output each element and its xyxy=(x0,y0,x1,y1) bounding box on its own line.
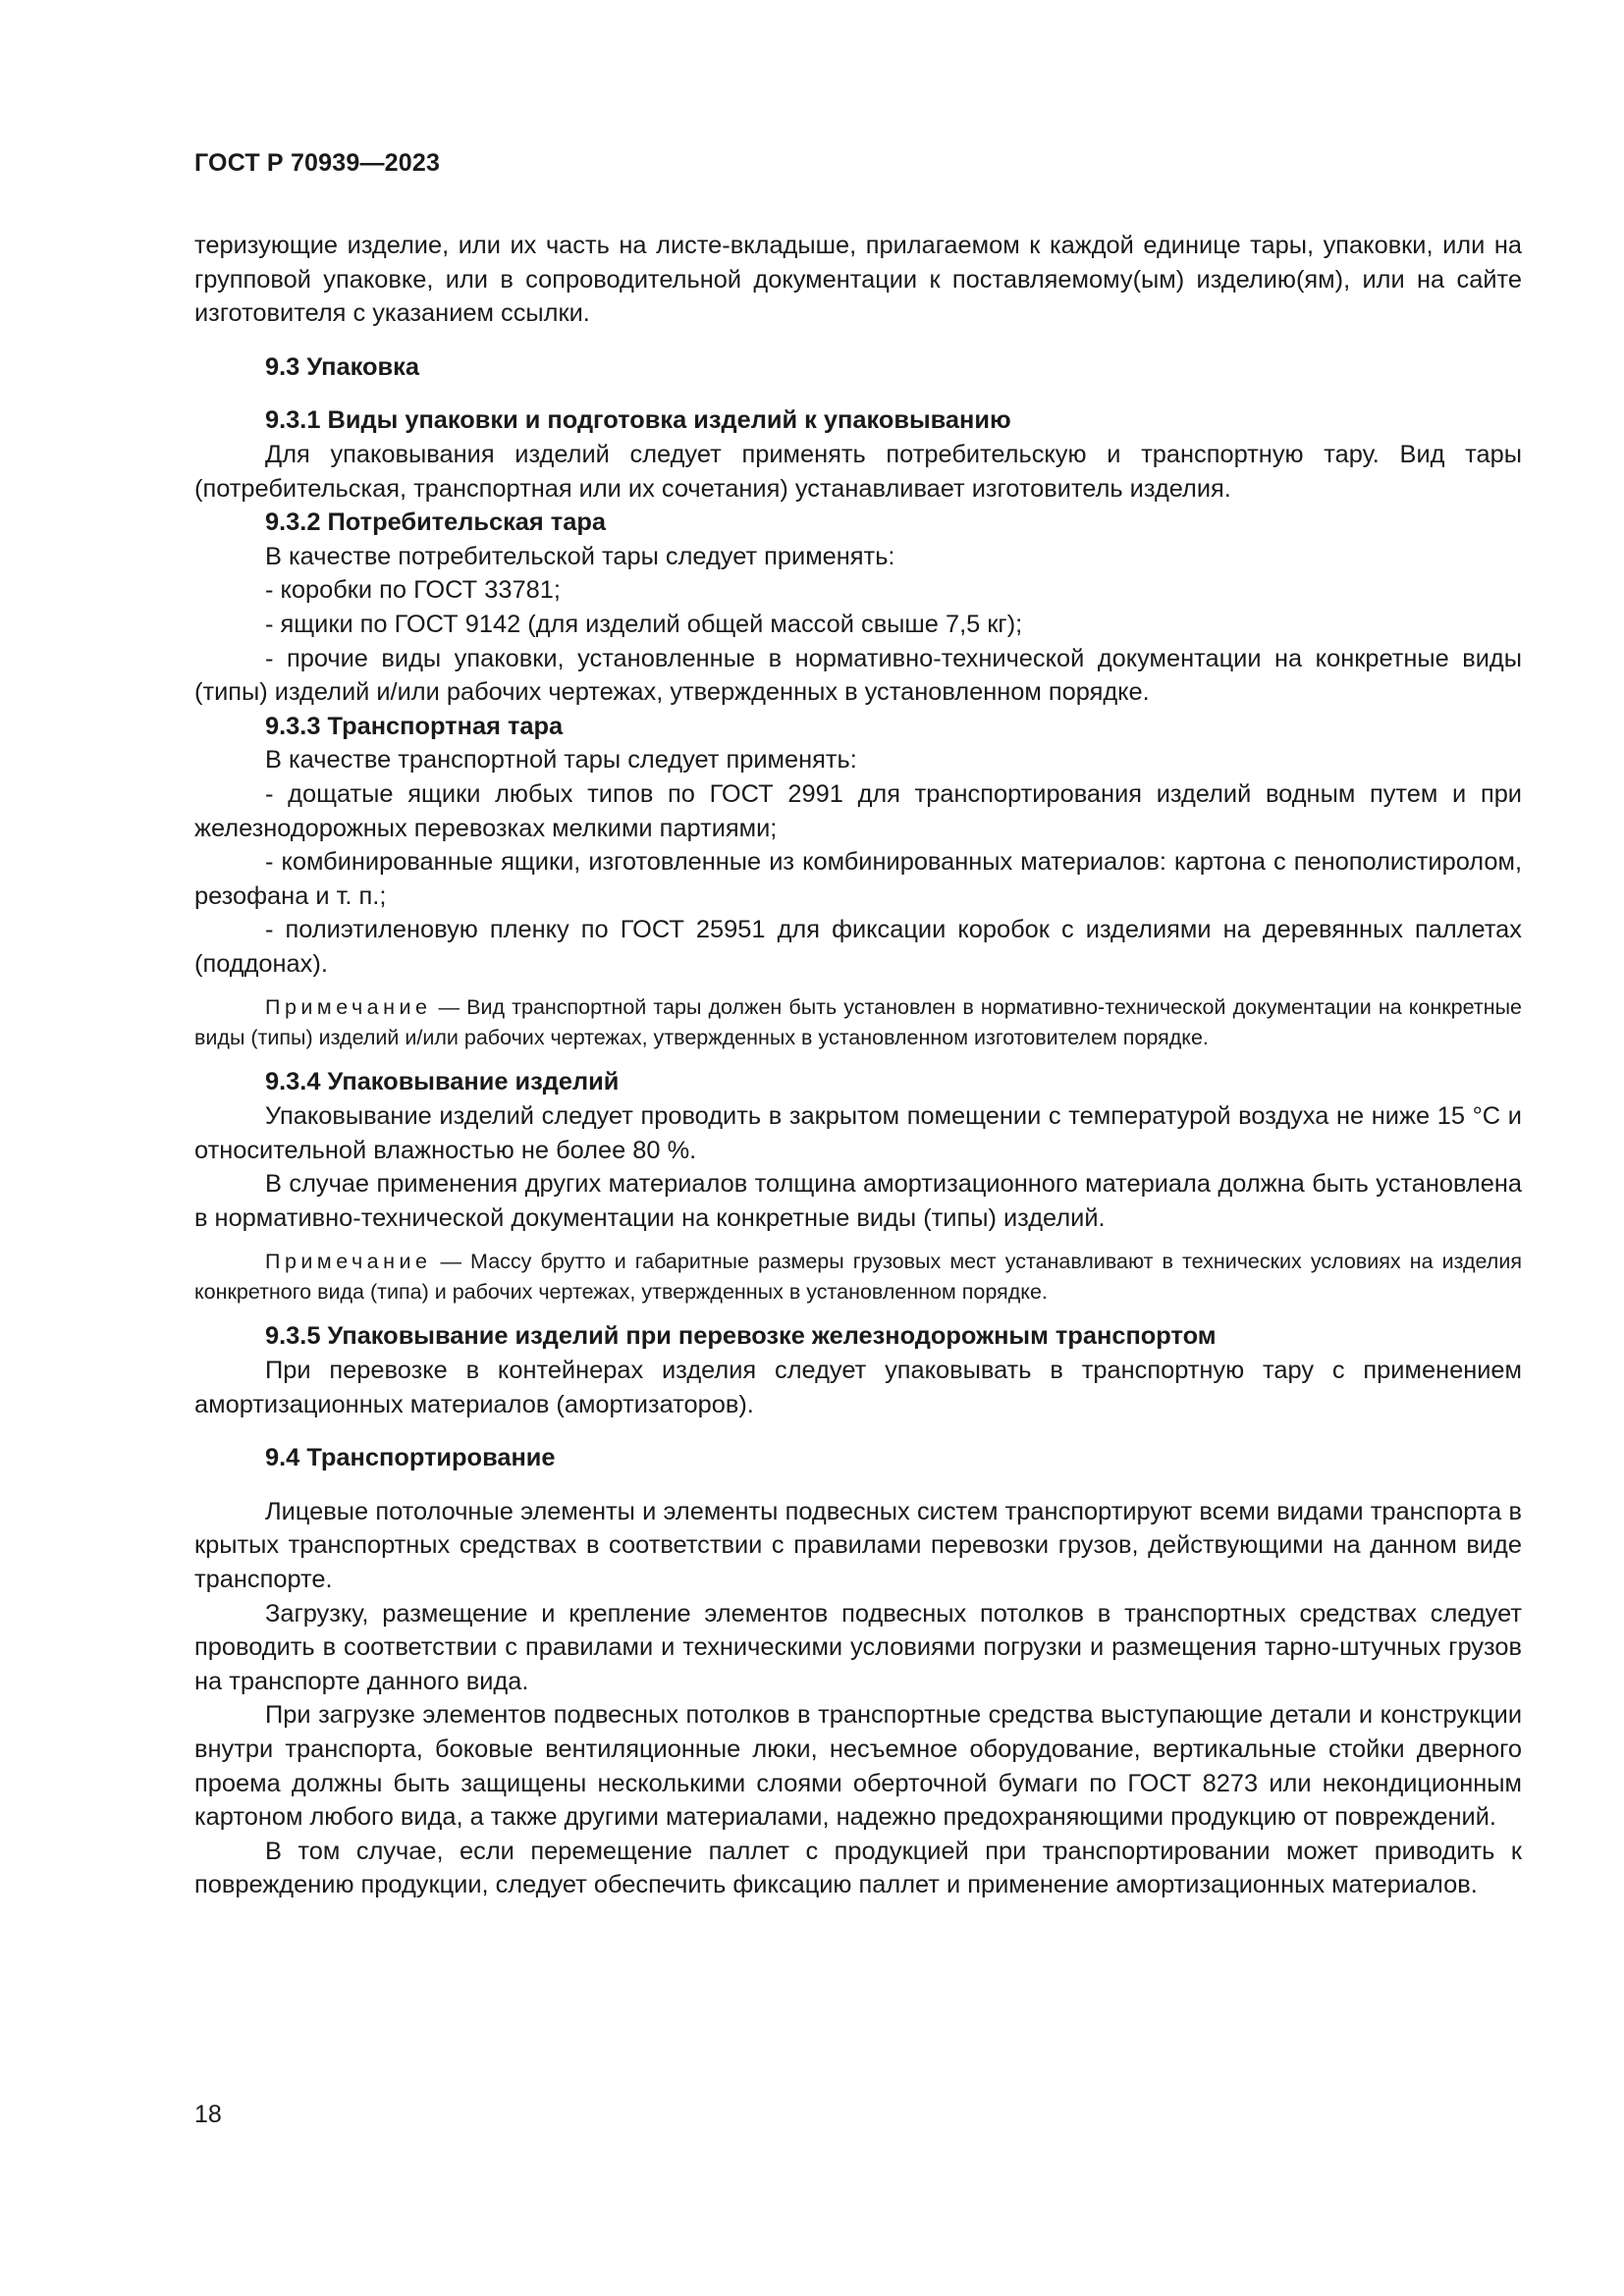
paragraph: Для упаковывания изделий следует применять потребительскую и транспортную тару. Вид тары (потребительская, транспортная или их сочетания) устанавливает изготовитель изделия. xyxy=(194,440,1522,503)
paragraph: При перевозке в контейнерах изделия следует упаковывать в транспортную тару с применением амортизационных материалов (амортизаторов). xyxy=(194,1357,1522,1418)
note-label: Примечание xyxy=(265,1250,432,1274)
section-heading: 9.4 Транспортирование xyxy=(265,1444,556,1472)
document-body xyxy=(194,229,1522,1902)
list-item: - ящики по ГОСТ 9142 (для изделий общей массой свыше 7,5 кг); xyxy=(265,610,1023,638)
page-number: 18 xyxy=(194,2101,222,2128)
list-item: - полиэтиленовую пленку по ГОСТ 25951 для фиксации коробок с изделиями на деревянных паллетах (поддонах). xyxy=(194,916,1522,978)
document-header: ГОСТ Р 70939—2023 xyxy=(194,149,441,177)
subsection-heading: 9.3.5 Упаковывание изделий при перевозке железнодорожным транспортом xyxy=(265,1322,1217,1351)
note-text: — Массу брутто и габаритные размеры грузовых мест устанавливают в технических условиях на изделия конкретного вида (типа) и рабочих чертежах, утвержденных в установленном порядке. xyxy=(194,1250,1522,1305)
list-item: - прочие виды упаковки, установленные в нормативно-технической документации на конкретные виды (типы) изделий и/или рабочих чертежах, утвержденных в установленном порядке. xyxy=(194,644,1522,707)
note-text: — Вид транспортной тары должен быть установлен в нормативно-технической документации на конкретные виды (типы) изделий и/или рабочих чертежах, утвержденных в установленном изготовителем порядке. xyxy=(194,995,1522,1050)
list-item: - дощатые ящики любых типов по ГОСТ 2991 для транспортирования изделий водным путем и при железнодорожных перевозках мелкими партиями; xyxy=(194,779,1522,842)
paragraph: В качестве транспортной тары следует применять: xyxy=(265,746,857,774)
list-item: - коробки по ГОСТ 33781; xyxy=(265,576,561,605)
note xyxy=(194,992,1522,1053)
paragraph: Лицевые потолочные элементы и элементы подвесных систем транспортируют всеми видами транспорта в крытых транспортных средствах в соответствии с правилами перевозки грузов, действующими на данном виде транспорте. xyxy=(194,1497,1522,1593)
paragraph: В том случае, если перемещение паллет с продукцией при транспортировании может приводить к повреждению продукции, следует обеспечить фиксацию паллет и применение амортизационных материалов. xyxy=(194,1837,1522,1899)
subsection-heading: 9.3.2 Потребительская тара xyxy=(265,508,606,537)
subsection-heading: 9.3.4 Упаковывание изделий xyxy=(265,1068,620,1096)
subsection-heading: 9.3.3 Транспортная тара xyxy=(265,712,564,740)
paragraph: теризующие изделие, или их часть на листе-вкладыше, прилагаемом к каждой единице тары, упаковки, или на групповой упаковке, или в сопроводительной документации к поставляемому(ым) изделию(ям), или на сайте изготовителя с указанием ссылки. xyxy=(194,232,1522,328)
paragraph: При загрузке элементов подвесных потолков в транспортные средства выступающие детали и конструкции внутри транспорта, боковые вентиляционные люки, несъемное оборудование, вертикальные стойки дверного проема должны быть защищены несколькими слоями оберточной бумаги по ГОСТ 8273 или некондиционным картоном любого вида, а также другими материалами, надежно предохраняющими продукцию от повреждений. xyxy=(194,1701,1522,1832)
section-heading: 9.3 Упаковка xyxy=(265,352,419,381)
subsection-heading: 9.3.1 Виды упаковки и подготовка изделий к упаковыванию xyxy=(265,406,1011,435)
note xyxy=(194,1247,1522,1308)
list-item: - комбинированные ящики, изготовленные из комбинированных материалов: картона с пенополистиролом, резофана и т. п.; xyxy=(194,848,1522,910)
paragraph: В качестве потребительской тары следует применять: xyxy=(265,542,895,570)
paragraph: Загрузку, размещение и крепление элементов подвесных потолков в транспортных средствах следует проводить в соответствии с правилами и техническими условиями погрузки и размещения тарно-штучных грузов на транспорте данного вида. xyxy=(194,1599,1522,1695)
paragraph: Упаковывание изделий следует проводить в закрытом помещении с температурой воздуха не ниже 15 °С и относительной влажностью не более 80 %. xyxy=(194,1102,1522,1164)
note-label: Примечание xyxy=(265,995,432,1020)
paragraph: В случае применения других материалов толщина амортизационного материала должна быть установлена в нормативно-технической документации на конкретные виды (типы) изделий. xyxy=(194,1170,1522,1232)
